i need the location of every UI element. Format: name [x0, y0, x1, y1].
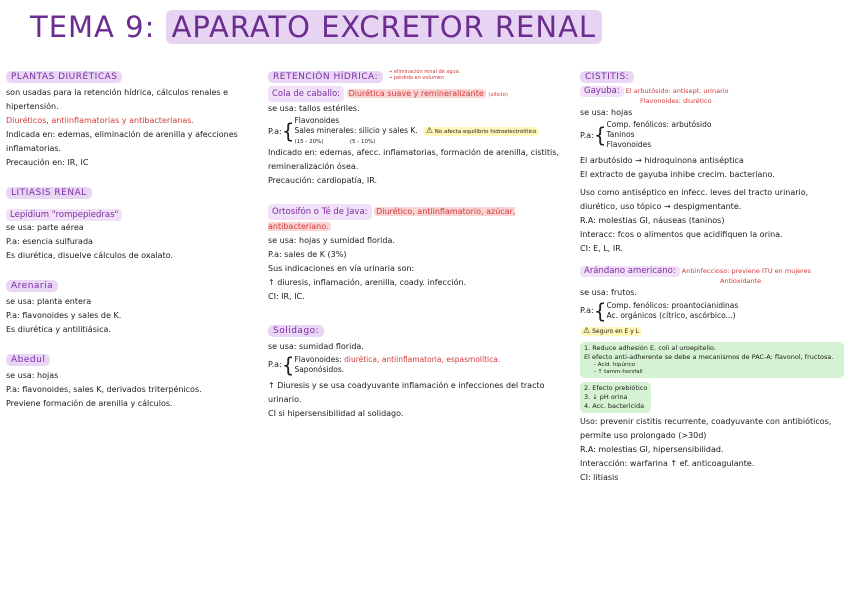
cistitis-l5: R.A: molestias GI, náuseas (taninos): [580, 216, 725, 225]
arandano-pa2: Ac. orgánicos (cítrico, ascórbico...): [606, 310, 736, 320]
heading-plantas-diureticas: PLANTAS DIURÉTICAS: [6, 71, 122, 83]
arandano-pa: [580, 300, 844, 321]
section-abedul: [6, 347, 248, 411]
page-title: [30, 10, 602, 50]
heading-ortosifon: Ortosifón o Té de Java:: [268, 204, 372, 220]
retencion-warn-text: No afecta equilibrio hidroelectrolítico: [434, 128, 537, 135]
section-cistitis: [580, 64, 844, 256]
section-litiasis: [6, 180, 248, 263]
brace-icon: {: [281, 352, 295, 377]
solidago-l3: CI si hipersensibilidad al solidago.: [268, 408, 404, 418]
retencion-pa1: Flavonoides: [294, 116, 340, 125]
warning-icon: ⚠: [425, 125, 433, 135]
arandano-l3: R.A: molestias GI, hipersensibilidad.: [580, 444, 724, 454]
cistitis-plant-desc: El arbutósido: antisept. urinario: [625, 87, 729, 95]
arandano-g2: El efecto anti-adherente se debe a mecanismos de PAC-A: flavonol, fructosa.: [584, 352, 834, 361]
retencion-l3: Precaución: cardiopatía, IR.: [268, 176, 378, 185]
cistitis-l7: CI: E, L, IR.: [580, 244, 624, 253]
abedul-l2: P.a: flavonoides, sales K, derivados triterpénicos.: [6, 385, 202, 394]
arandano-l4: Interacción: warfarina ↑ ef. anticoagulante.: [580, 458, 755, 468]
cistitis-l2: El arbutósido → hidroquinona antiséptica: [580, 156, 744, 165]
retencion-note2: → pérdida en volumen: [388, 74, 445, 81]
heading-cistitis: CISTITIS:: [580, 71, 634, 83]
ortosifon-desc: Diurético, antiinflamatorio, azúcar, antibacteriano.: [268, 207, 516, 231]
ortosifon-l4: ↑ diuresis, inflamación, arenilla, coady. infección.: [268, 278, 467, 287]
warning-icon: ⚠: [583, 325, 591, 335]
cistitis-pa-label: P.a:: [580, 130, 594, 140]
solidago-l2: ↑ Diuresis y se usa coadyuvante inflamación e infecciones del tracto urinario.: [268, 380, 545, 404]
arandano-effects2: [580, 382, 651, 413]
retencion-warning: [423, 127, 540, 136]
brace-icon: {: [593, 123, 607, 147]
arandano-g5: 2. Efecto prebiótico: [584, 383, 648, 392]
ortosifon-l2: P.a: sales de K (3%): [268, 250, 347, 259]
litiasis-l1: se usa: parte aérea: [6, 223, 84, 232]
arandano-desc: Antiinfeccioso: previene ITU en mujeres: [681, 267, 812, 275]
solidago-pa: [268, 354, 560, 375]
retencion-note1: → eliminación renal de agua.: [388, 68, 461, 75]
retencion-l1: se usa: tallos estériles.: [268, 104, 360, 113]
brace-icon: {: [593, 298, 607, 323]
arandano-g4: - ↑ tamm-horsfall: [594, 368, 643, 375]
cistitis-plant-desc2: Flavonoides: diurético: [640, 97, 712, 105]
section-arandano: [580, 266, 844, 485]
retencion-plant-sub: (silicio): [488, 92, 508, 98]
arandano-warning: [580, 327, 642, 336]
section-plantas-diureticas: [6, 64, 248, 170]
retencion-pa-n2: (5 - 10%): [349, 139, 376, 145]
cistitis-pa2: Taninos: [606, 130, 635, 139]
heading-litiasis: LITIASIS RENAL: [6, 187, 92, 199]
arenaria-l2: P.a: flavonoides y sales de K.: [6, 311, 122, 320]
arandano-l2: Uso: prevenir cistitis recurrente, coadyuvante con antibióticos, permite uso prolongado (>30d): [580, 416, 832, 440]
arenaria-l1: se usa: planta entera: [6, 297, 92, 306]
abedul-l1: se usa: hojas: [6, 371, 59, 380]
heading-solidago: Solidago:: [268, 325, 324, 337]
solidago-pa1: Flavonoides:: [294, 354, 342, 364]
litiasis-plant: Lepidium "rompepiedras": [6, 209, 122, 221]
heading-arenaria: Arenaria: [6, 280, 58, 292]
retencion-notes: [388, 69, 460, 81]
arandano-desc2: Antioxidante: [720, 277, 762, 285]
retencion-plant: Cola de caballo:: [268, 86, 344, 102]
cistitis-l1: se usa: hojas: [580, 108, 633, 117]
title-part1: TEMA 9:: [30, 10, 156, 44]
plantas-text2: Diuréticos, antiinflamatorias y antibacterianas.: [6, 116, 194, 125]
retencion-l2: Indicado en: edemas, afecc. inflamatorias, formación de arenilla, cistitis, remineralización ósea.: [268, 148, 559, 171]
ortosifon-l3: Sus indicaciones en vía urinaria son:: [268, 264, 415, 273]
cistitis-plant: Gayuba:: [580, 86, 624, 97]
section-retencion: [268, 64, 560, 188]
plantas-text1: son usadas para la retención hídrica, cálculos renales e hipertensión.: [6, 88, 229, 111]
section-ortosifon: [268, 204, 560, 304]
cistitis-l4: Uso como antiséptico en infecc. leves del tracto urinario, diurético, uso tópico → despigmentante.: [580, 188, 809, 211]
retencion-pa-n1: (15 - 20%): [294, 139, 324, 145]
column-3: [580, 64, 844, 495]
heading-abedul: Abedul: [6, 354, 50, 366]
ortosifon-l5: CI: IR, IC.: [268, 292, 305, 301]
arandano-warn-text: Seguro en E y L: [592, 327, 640, 335]
arandano-pa1: Comp. fenólicos: proantocianidinas: [606, 300, 739, 310]
column-1: [6, 64, 248, 421]
cistitis-pa3: Flavonoides: [606, 140, 652, 149]
arandano-pa-label: P.a:: [580, 306, 594, 315]
plantas-text4: Precaución en: IR, IC: [6, 158, 89, 167]
cistitis-l3: El extracto de gayuba inhibe crecim. bacteriano.: [580, 170, 775, 179]
retencion-pa-label: P.a:: [268, 126, 282, 136]
retencion-plant-desc: Diurética suave y remineralizante: [348, 89, 484, 98]
arenaria-l3: Es diurética y antilitiásica.: [6, 325, 111, 334]
arandano-effects: [580, 342, 844, 378]
brace-icon: {: [281, 119, 295, 143]
section-arenaria: [6, 273, 248, 337]
retencion-pa: [268, 116, 560, 146]
arandano-g1: 1. Reduce adhesión E. coli al uroepitelio.: [584, 343, 716, 352]
solidago-pa-label: P.a:: [268, 360, 282, 369]
cistitis-pa: [580, 120, 844, 150]
arandano-g7: 4. Acc. bactericida: [584, 401, 645, 410]
arandano-l5: CI: litiasis: [580, 472, 619, 482]
solidago-pa1-desc: diurética, antiinflamatoria, espasmolítica.: [344, 354, 501, 364]
retencion-pa2: Sales minerales: silicio y sales K.: [294, 126, 418, 135]
ortosifon-l1: se usa: hojas y sumidad florida.: [268, 236, 395, 245]
heading-arandano: Arándano americano:: [580, 266, 680, 277]
arandano-l1: se usa: frutos.: [580, 288, 637, 297]
solidago-pa2: Saponósidos.: [294, 364, 345, 374]
litiasis-l3: Es diurética, disuelve cálculos de oxalato.: [6, 251, 174, 260]
cistitis-pa1: Comp. fenólicos: arbutósido: [606, 120, 712, 129]
section-solidago: [268, 318, 560, 421]
title-part2: APARATO EXCRETOR RENAL: [166, 10, 603, 44]
column-2: [268, 64, 560, 431]
cistitis-l6: Interacc: fcos o alimentos que acidifiquen la orina.: [580, 230, 783, 239]
arandano-g6: 3. ↓ pH orina: [584, 392, 628, 401]
litiasis-l2: P.a: esencia sulfurada: [6, 237, 93, 246]
plantas-text3: Indicada en: edemas, eliminación de arenilla y afecciones inflamatorias.: [6, 130, 238, 153]
abedul-l3: Previene formación de arenilla y cálculos.: [6, 399, 173, 408]
solidago-l1: se usa: sumidad florida.: [268, 342, 364, 351]
heading-retencion: RETENCIÓN HÍDRICA:: [268, 71, 383, 83]
arandano-g3: - Acid. hipúrico: [594, 361, 636, 368]
